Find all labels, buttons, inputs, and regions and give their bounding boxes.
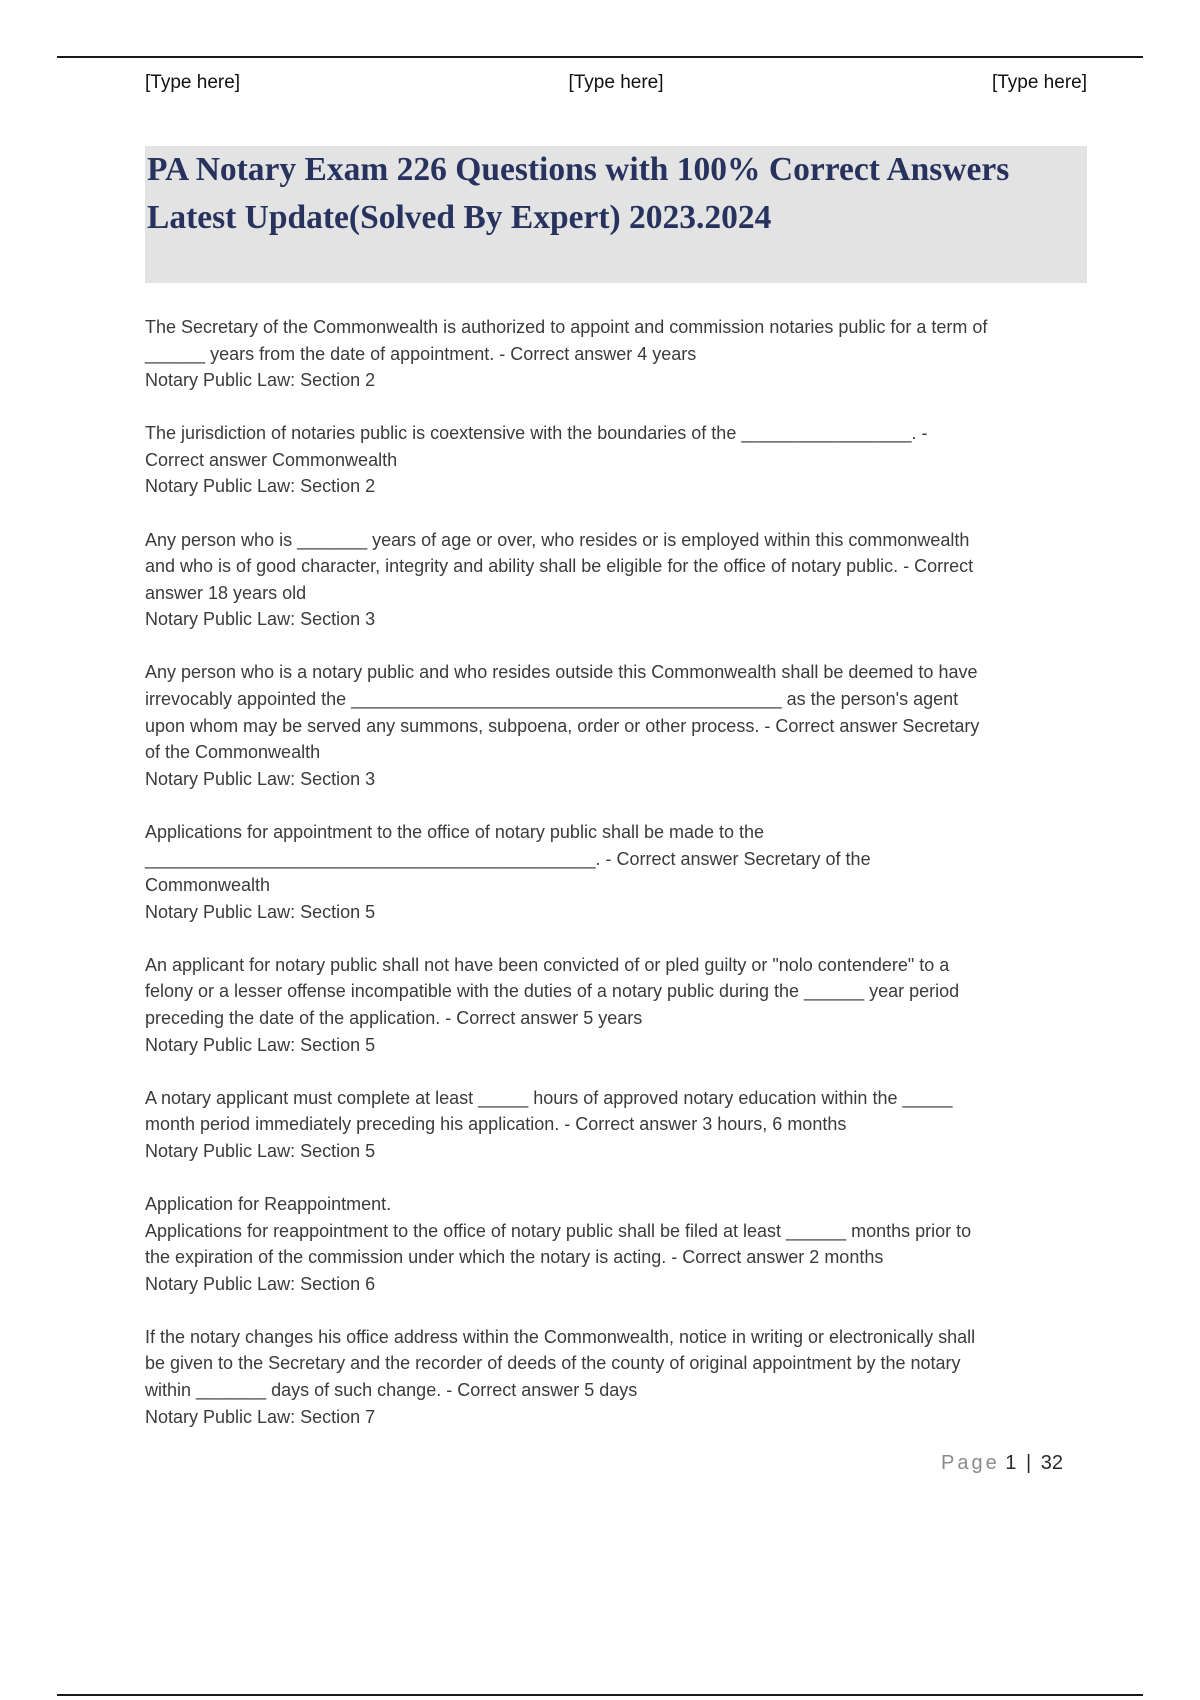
- page-footer: [145, 1452, 1063, 1475]
- total-pages: 32: [1040, 1452, 1063, 1474]
- page-number: 1: [1005, 1452, 1017, 1474]
- question-line: The Secretary of the Commonwealth is authorized to appoint and commission notaries public for a term of: [145, 317, 988, 337]
- header-center: [Type here]: [568, 72, 664, 93]
- section-reference: Notary Public Law: Section 5: [145, 1140, 376, 1161]
- question-line: Applications for appointment to the office of notary public shall be made to the: [145, 821, 765, 842]
- question-line: Applications for reappointment to the office of notary public shall be filed at least ______ months prior to: [145, 1220, 972, 1241]
- section-reference: Notary Public Law: Section 2: [145, 476, 376, 497]
- question-line: be given to the Secretary and the recorder of deeds of the county of original appointment by the notary: [145, 1353, 961, 1374]
- question-line: upon whom may be served any summons, subpoena, order or other process. - Correct answer Secretary: [145, 715, 980, 736]
- question-line: the expiration of the commission under which the notary is acting. - Correct answer 2 months: [145, 1247, 884, 1268]
- section-reference: Notary Public Law: Section 3: [145, 768, 376, 789]
- question-line: month period immediately preceding his application. - Correct answer 3 hours, 6 months: [145, 1114, 847, 1135]
- title-line: Latest Update(Solved By Expert) 2023.2024: [147, 199, 772, 236]
- question-line: ______ years from the date of appointment. - Correct answer 4 years: [145, 343, 697, 364]
- question-line: The jurisdiction of notaries public is coextensive with the boundaries of the _________________. -: [145, 423, 928, 444]
- question-item: [145, 1191, 1090, 1297]
- question-line: within _______ days of such change. - Correct answer 5 days: [145, 1380, 638, 1400]
- question-line: Correct answer Commonwealth: [145, 449, 398, 470]
- section-reference: Notary Public Law: Section 6: [145, 1273, 376, 1294]
- header-left: [Type here]: [145, 72, 241, 93]
- section-reference: Notary Public Law: Section 5: [145, 1034, 376, 1055]
- bottom-rule: [57, 1694, 1143, 1696]
- page-label: Page: [941, 1452, 1000, 1474]
- question-item: [145, 952, 1090, 1058]
- document-title: [147, 146, 1009, 242]
- question-item: [145, 1085, 1090, 1165]
- question-line: of the Commonwealth: [145, 742, 321, 763]
- title-line: PA Notary Exam 226 Questions with 100% Correct Answers: [147, 151, 1010, 188]
- question-list: [145, 314, 1090, 1457]
- question-item: [145, 659, 1090, 792]
- question-line: felony or a lesser offense incompatible with the duties of a notary public during the ______ year period: [145, 981, 960, 1002]
- top-rule: [57, 56, 1143, 58]
- question-item: [145, 314, 1090, 394]
- question-item: [145, 527, 1090, 633]
- section-reference: Notary Public Law: Section 3: [145, 609, 376, 630]
- section-reference: Notary Public Law: Section 5: [145, 901, 376, 922]
- question-line: Any person who is a notary public and who resides outside this Commonwealth shall be deemed to have: [145, 662, 978, 683]
- question-line: and who is of good character, integrity and ability shall be eligible for the office of notary public. - Correct: [145, 556, 974, 577]
- section-reference: Notary Public Law: Section 2: [145, 370, 376, 391]
- page-separator: |: [1025, 1452, 1032, 1474]
- section-reference: Notary Public Law: Section 7: [145, 1406, 376, 1427]
- document-title-box: [145, 146, 1087, 283]
- question-line: _____________________________________________. - Correct answer Secretary of the: [145, 848, 871, 869]
- question-line: An applicant for notary public shall not have been convicted of or pled guilty or "nolo contendere" to a: [145, 954, 950, 975]
- question-item: [145, 420, 1090, 500]
- header-right: [Type here]: [991, 72, 1087, 93]
- question-line: Any person who is _______ years of age or over, who resides or is employed within this commonwealth: [145, 529, 970, 550]
- question-line: preceding the date of the application. - Correct answer 5 years: [145, 1007, 643, 1028]
- question-line: A notary applicant must complete at least _____ hours of approved notary education within the _____: [145, 1087, 953, 1108]
- question-item: [145, 1324, 1090, 1430]
- question-line: answer 18 years old: [145, 582, 307, 603]
- question-line: Commonwealth: [145, 875, 271, 896]
- question-heading: Application for Reappointment.: [145, 1193, 392, 1214]
- question-line: irrevocably appointed the ___________________________________________ as the person's agent: [145, 689, 959, 710]
- question-line: If the notary changes his office address within the Commonwealth, notice in writing or electronically shall: [145, 1326, 976, 1347]
- page-header: [145, 72, 1087, 100]
- question-item: [145, 819, 1090, 925]
